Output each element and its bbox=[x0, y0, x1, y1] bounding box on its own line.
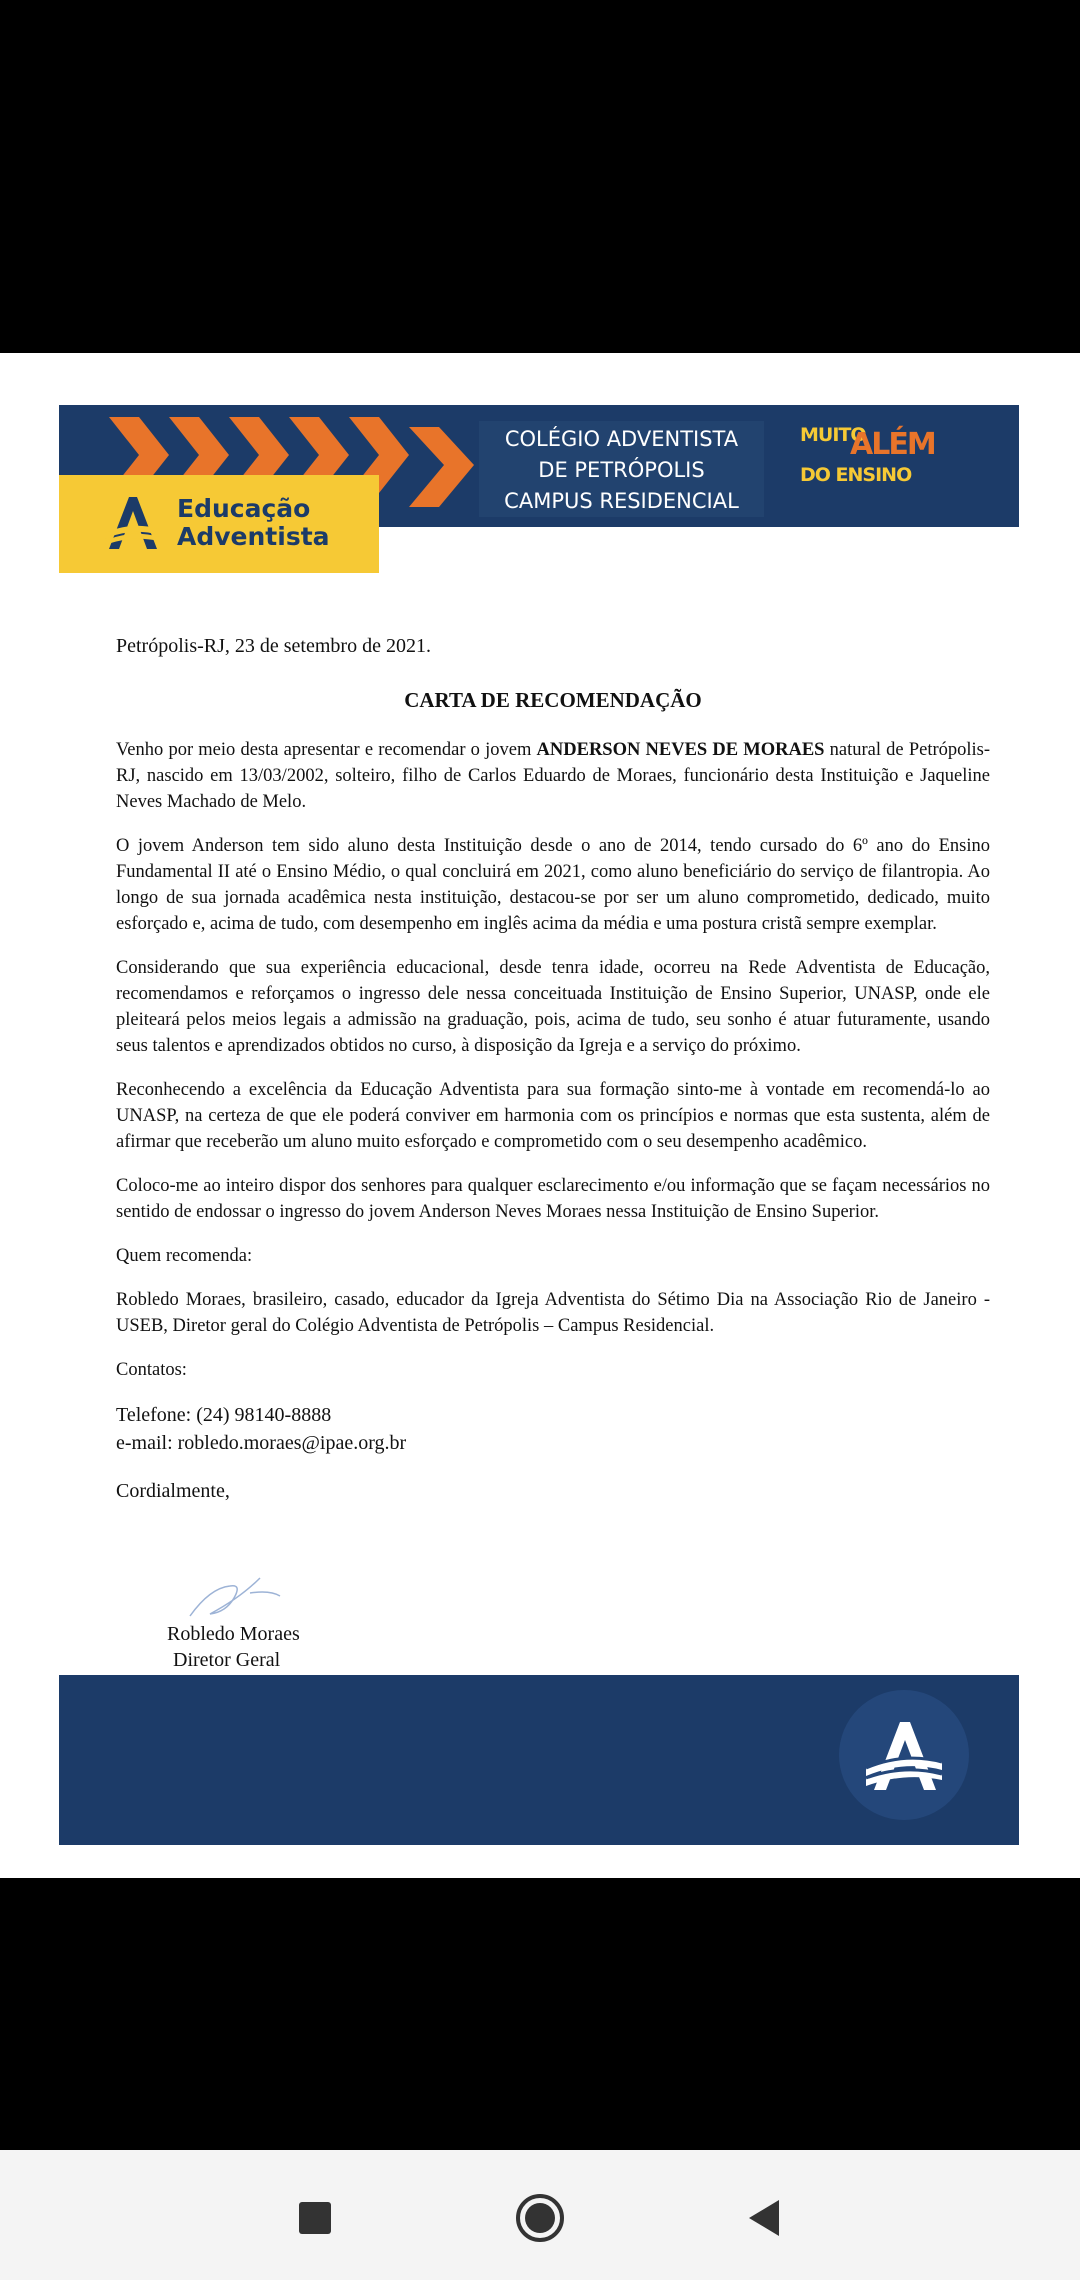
logo-line-1: Educação bbox=[177, 494, 311, 523]
p1-rest: natural de Petrópolis-RJ, nascido em 13/03/2002, solteiro, filho de Carlos Eduardo de Moraes, funcionário desta Instituição e Jaqueline Neves Machado de Melo. bbox=[116, 740, 991, 812]
header-banner bbox=[59, 405, 1019, 551]
android-navigation-bar bbox=[0, 2150, 1080, 2280]
signature-block bbox=[167, 1621, 300, 1673]
letter-title: CARTA DE RECOMENDAÇÃO bbox=[404, 688, 702, 712]
school-name-box bbox=[479, 421, 764, 517]
letter-date: Petrópolis-RJ, 23 de setembro de 2021. bbox=[116, 635, 431, 657]
paragraph-4: Reconhecendo a excelência da Educação Adventista para sua formação sinto-me à vontade em recomendá-lo ao UNASP, na certeza de que ele poderá conviver em harmonia com os princípios e normas que esta sustenta, além de afirmar que receberão um aluno muito esforçado e comprometido com o seu desempenho acadêmico. bbox=[116, 1080, 990, 1152]
contact-block bbox=[116, 1401, 990, 1457]
triangle-back-icon[interactable] bbox=[735, 2188, 795, 2248]
signer-title: Diretor Geral bbox=[173, 1649, 281, 1671]
p1-intro: Venho por meio desta apresentar e recomendar o jovem bbox=[116, 740, 537, 760]
handwritten-signature bbox=[180, 1568, 300, 1623]
contacts-label: Contatos: bbox=[116, 1360, 187, 1380]
educacao-adventista-logo bbox=[59, 475, 379, 573]
paragraph-5: Coloco-me ao inteiro dispor dos senhores para qualquer esclarecimento e/ou informação que se façam necessários no sentido de endossar o ingresso do jovem Anderson Neves Moraes nessa Instituição de Ensino Superior. bbox=[116, 1176, 990, 1222]
email-address: e-mail: robledo.moraes@ipae.org.br bbox=[116, 1432, 407, 1454]
footer-banner bbox=[59, 1675, 1019, 1845]
slogan-line-1: MUITO bbox=[800, 424, 866, 446]
square-icon[interactable] bbox=[285, 2188, 345, 2248]
adventista-a-icon bbox=[101, 493, 161, 553]
slogan-line-2: DO ENSINO bbox=[800, 464, 912, 486]
recommender-label: Quem recomenda: bbox=[116, 1246, 253, 1266]
circle-icon[interactable] bbox=[510, 2188, 570, 2248]
paragraph-2: O jovem Anderson tem sido aluno desta Instituição desde o ano de 2014, tendo cursado do 6º ano do Ensino Fundamental II até o Ensino Médio, o qual concluirá em 2021, como aluno beneficiário do serviço de filantropia. Ao longo de sua jornada acadêmica nesta instituição, destacou-se por ser um aluno comprometido, dedicado, muito esforçado e, acima de tudo, com desempenho em inglês acima da média e uma postura cristã sempre exemplar. bbox=[116, 836, 990, 934]
phone-number: Telefone: (24) 98140-8888 bbox=[116, 1404, 332, 1426]
adventista-a-icon bbox=[864, 1718, 944, 1793]
school-line-3: CAMPUS RESIDENCIAL bbox=[504, 489, 739, 513]
signer-name: Robledo Moraes bbox=[167, 1623, 300, 1645]
slogan-alem: ALÉM bbox=[850, 427, 935, 462]
student-name: ANDERSON NEVES DE MORAES bbox=[536, 740, 825, 760]
footer-logo-circle bbox=[839, 1690, 969, 1820]
logo-line-2: Adventista bbox=[177, 522, 330, 551]
slogan-logo bbox=[800, 423, 935, 487]
letter-body bbox=[116, 633, 990, 1525]
recommender-description: Robledo Moraes, brasileiro, casado, educador da Igreja Adventista do Sétimo Dia na Associação Rio de Janeiro - USEB, Diretor geral do Colégio Adventista de Petrópolis – Campus Residencial. bbox=[116, 1290, 990, 1336]
closing: Cordialmente, bbox=[116, 1480, 230, 1502]
school-line-2: DE PETRÓPOLIS bbox=[538, 458, 705, 482]
document-page bbox=[0, 353, 1080, 1878]
paragraph-1 bbox=[116, 737, 990, 815]
school-line-1: COLÉGIO ADVENTISTA bbox=[504, 427, 739, 451]
paragraph-3: Considerando que sua experiência educacional, desde tenra idade, ocorreu na Rede Adventista de Educação, recomendamos e reforçamos o ingresso dele nessa conceituada Instituição de Ensino Superior, UNASP, onde ele pleiteará pelos meios legais a admissão na graduação, pois, acima de tudo, seu sonho é atuar futuramente, usando seus talentos e aprendizados obtidos no curso, à disposição da Igreja e a serviço do próximo. bbox=[116, 958, 990, 1056]
